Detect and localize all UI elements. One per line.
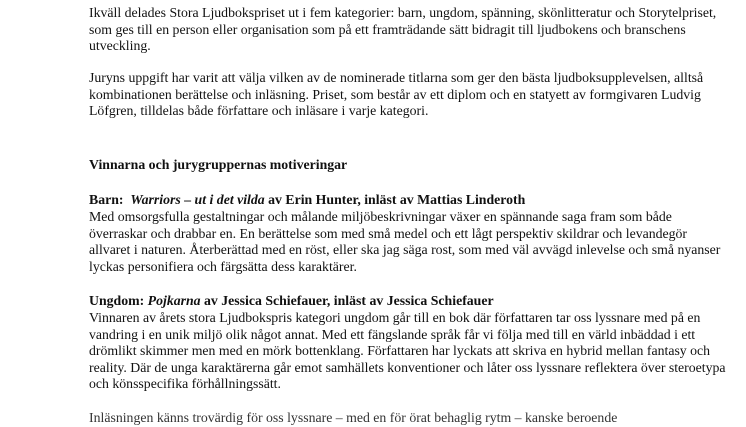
category-label: Barn: xyxy=(89,192,124,207)
section-heading: Vinnarna och jurygruppernas motiveringar xyxy=(89,157,348,172)
book-credits: av Jessica Schiefauer, inläst av Jessica Schiefauer xyxy=(204,293,494,308)
motivation-ungdom: Vinnaren av årets stora Ljudbokspris kategori ungdom går till en bok där författaren tar oss lyssnare med på en vandring i en unik miljö olik något annat. Med ett fängslande språk får vi följa med till en värld inbäddad i ett drömlikt skimmer men med en mörk bottenklang. Författaren har lyckats att skriva en hybrid mellan fantasy och reality. Där de unga karaktärerna går emot samhällets konventioner och låter oss lyssnare reflektera över steroetypa och könsspecifika förhållningssätt. xyxy=(89,310,726,392)
book-title: Warriors – ut i det vilda xyxy=(130,192,265,207)
motivation-barn: Med omsorgsfulla gestaltningar och målande miljöbeskrivningar växer en spännande saga fram som både överraskar och drabbar en. En berättelse som med små medel och ett lågt perspektiv skildrar och levandegör allvaret i naturen. Återberättad med en röst, eller ska jag säga rost, som med väl avvägd inlevelse och små nyanser lyckas personifiera och färgsätta dess karaktärer. xyxy=(89,209,721,274)
book-title: Pojkarna xyxy=(147,293,201,308)
book-credits: av Erin Hunter, inläst av Mattias Linderoth xyxy=(268,192,526,207)
intro-paragraph-1: Ikväll delades Stora Ljudbokspriset ut i fem kategorier: barn, ungdom, spänning, skönlitteratur och Storytelpriset, som ges till en person eller organisation som på ett framträdande sätt bidragit till ljudbokens och branschens utveckling. xyxy=(89,5,717,54)
category-label: Ungdom: xyxy=(89,293,145,308)
cutoff-text-line: Inläsningen känns trovärdig för oss lyssnare – med en för örat behaglig rytm – kanske beroende xyxy=(89,410,618,425)
category-title-ungdom xyxy=(89,293,494,310)
intro-paragraph-2: Juryns uppgift har varit att välja vilken av de nominerade titlarna som ger den bästa ljudboksupplevelsen, alltså kombinationen berättelse och inläsning. Priset, som består av ett diplom och en statyett av formgivaren Ludvig Löfgren, tilldelas både författare och inläsare i varje kategori. xyxy=(89,70,704,119)
category-title-barn xyxy=(89,192,525,209)
